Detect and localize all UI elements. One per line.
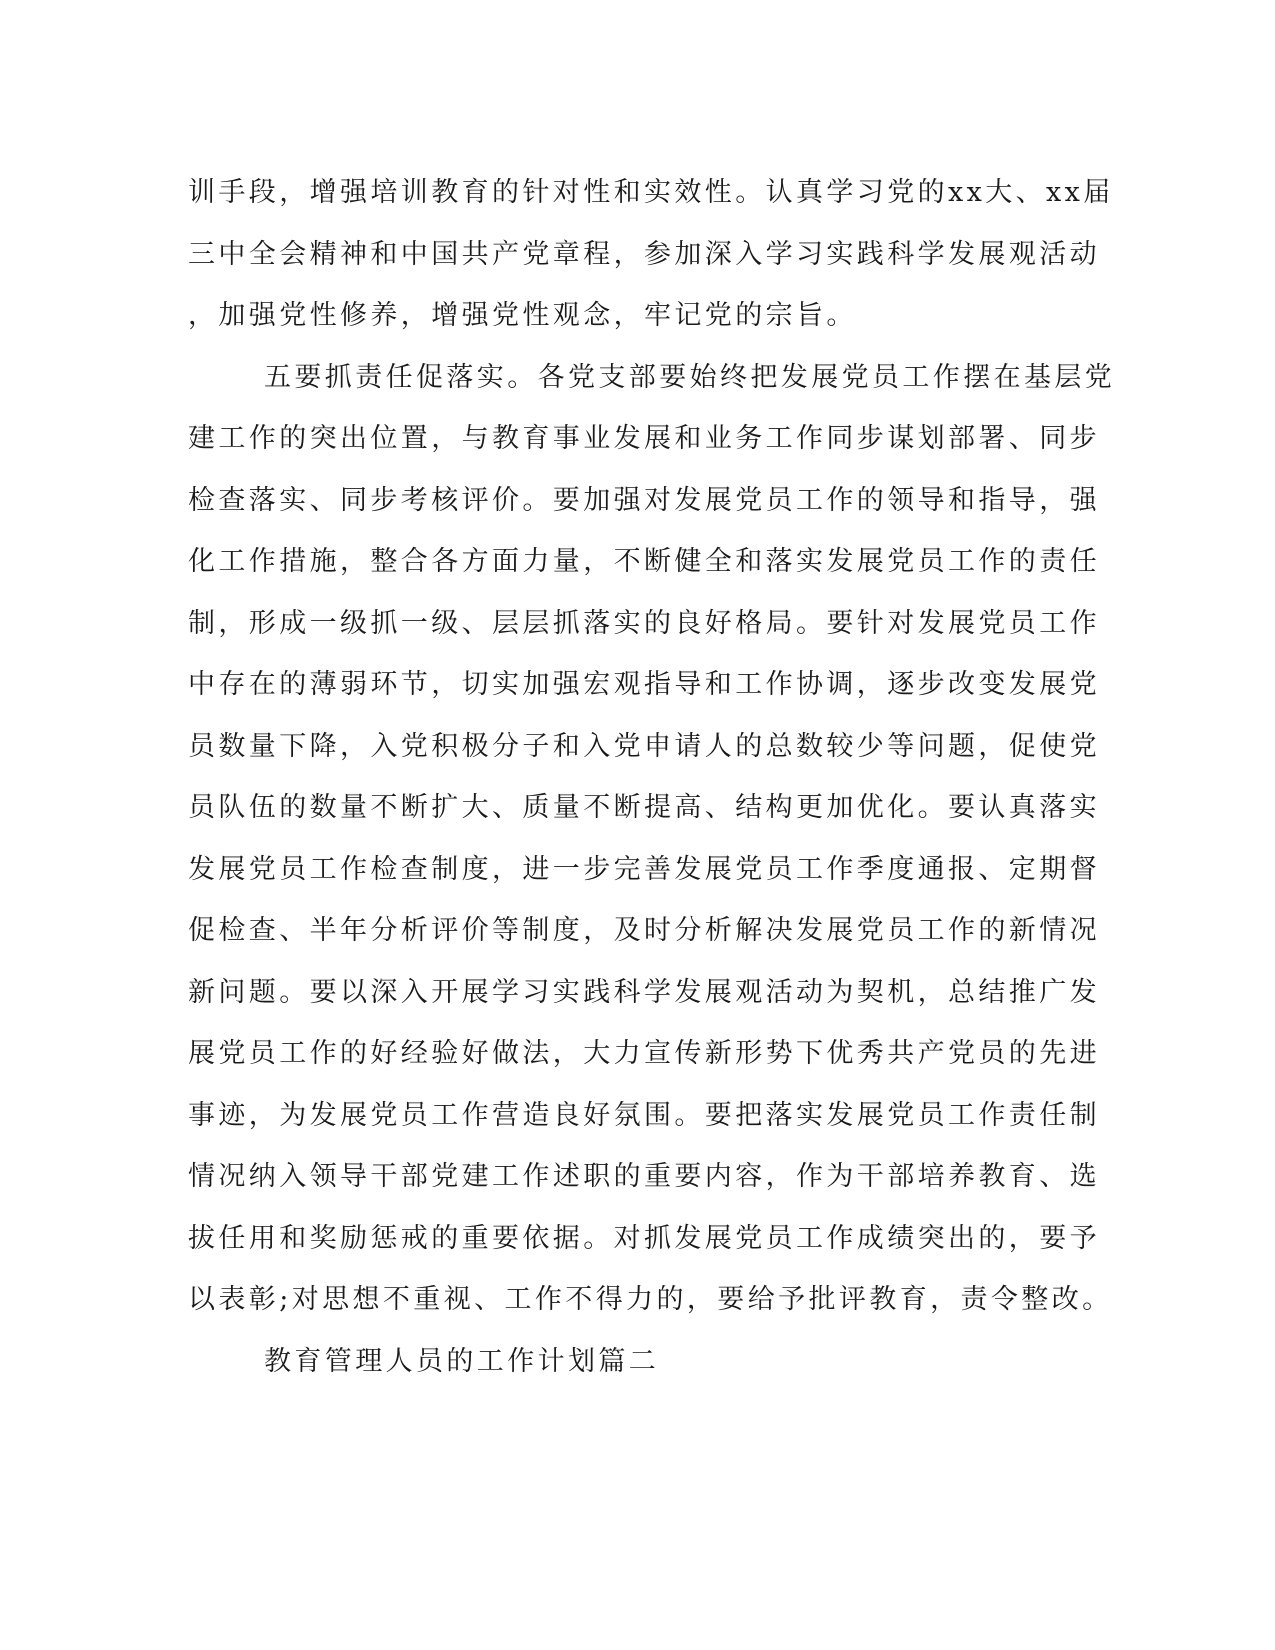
- text-line: 新问题。要以深入开展学习实践科学发展观活动为契机，总结推广发: [188, 976, 1100, 1008]
- text-line: 建工作的突出位置，与教育事业发展和业务工作同步谋划部署、同步: [188, 423, 1100, 454]
- text-line: 训手段，增强培训教育的针对性和实效性。认真学习党的xx大、xx届: [188, 177, 1114, 208]
- text-line: 发展党员工作检查制度，进一步完善发展党员工作季度通报、定期督: [188, 853, 1100, 885]
- text-line: 检查落实、同步考核评价。要加强对发展党员工作的领导和指导，强: [188, 484, 1100, 516]
- text-line: 化工作措施，整合各方面力量，不断健全和落实发展党员工作的责任: [188, 546, 1100, 577]
- text-line: 以表彰;对思想不重视、工作不得力的，要给予批评教育，责令整改。: [188, 1284, 1113, 1315]
- text-line: ，加强党性修养，增强党性观念，牢记党的宗旨。: [188, 300, 857, 331]
- text-line: 三中全会精神和中国共产党章程，参加深入学习实践科学发展观活动: [188, 238, 1100, 270]
- document-body: [188, 162, 1116, 1392]
- section-heading: 教育管理人员的工作计划篇二: [264, 1345, 660, 1377]
- text-line: 制，形成一级抓一级、层层抓落实的良好格局。要针对发展党员工作: [188, 607, 1100, 639]
- text-line: 事迹，为发展党员工作营造良好氛围。要把落实发展党员工作责任制: [188, 1099, 1100, 1131]
- text-line: 员队伍的数量不断扩大、质量不断提高、结构更加优化。要认真落实: [188, 792, 1100, 823]
- paragraph-start-line: 五要抓责任促落实。各党支部要始终把发展党员工作摆在基层党: [264, 361, 1116, 393]
- text-line: 情况纳入领导干部党建工作述职的重要内容，作为干部培养教育、选: [188, 1161, 1100, 1192]
- text-line: 展党员工作的好经验好做法，大力宣传新形势下优秀共产党员的先进: [188, 1038, 1100, 1069]
- text-line: 员数量下降，入党积极分子和入党申请人的总数较少等问题，促使党: [188, 730, 1100, 762]
- text-line: 促检查、半年分析评价等制度，及时分析解决发展党员工作的新情况: [188, 915, 1100, 946]
- text-line: 中存在的薄弱环节，切实加强宏观指导和工作协调，逐步改变发展党: [188, 669, 1100, 700]
- text-line: 拔任用和奖励惩戒的重要依据。对抓发展党员工作成绩突出的，要予: [188, 1222, 1100, 1254]
